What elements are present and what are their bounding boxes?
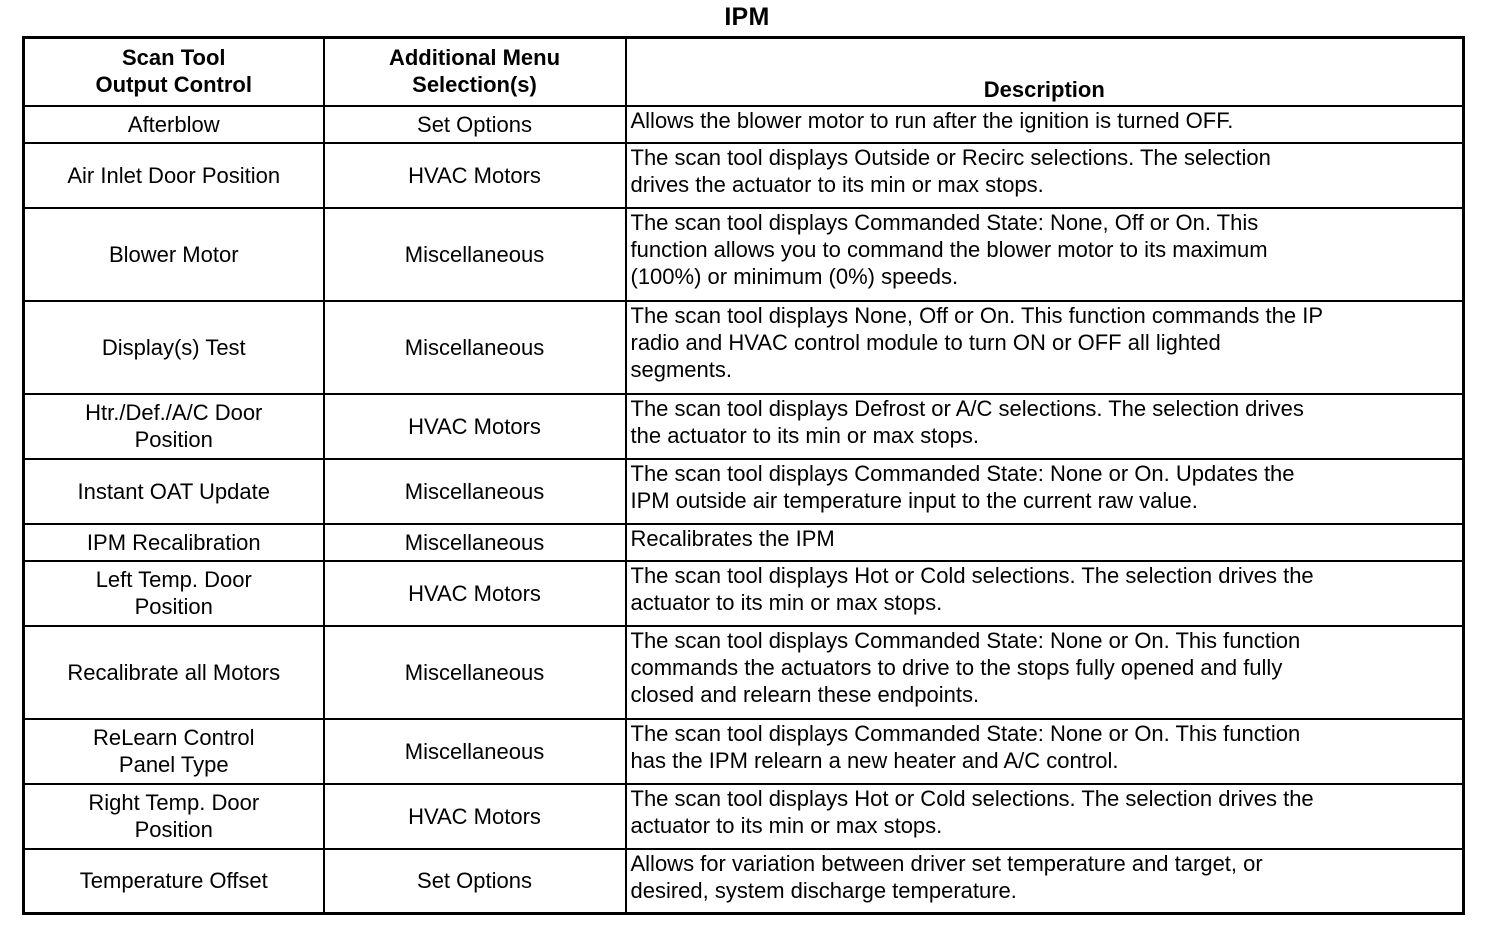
cell-menu-selection: HVAC Motors (324, 394, 626, 459)
header-output-control-line: Scan Tool (122, 44, 226, 70)
cell-description (626, 106, 1464, 143)
cell-output-control (24, 524, 324, 561)
cell-output-control (24, 208, 324, 301)
header-output-control-line: Output Control (95, 71, 252, 97)
description-line: has the IPM relearn a new heater and A/C control. (630, 747, 1119, 773)
cell-output-control (24, 106, 324, 143)
description-line: Recalibrates the IPM (630, 525, 835, 551)
cell-menu-selection: Set Options (324, 106, 626, 143)
output-control-line: Temperature Offset (79, 868, 268, 894)
table-row (24, 849, 1464, 914)
cell-output-control (24, 784, 324, 849)
table-row (24, 106, 1464, 143)
output-control-line: Left Temp. Door (95, 567, 252, 592)
description-line: drives the actuator to its min or max stops. (630, 171, 1044, 197)
description-line: function allows you to command the blower motor to its maximum (630, 236, 1268, 262)
header-menu-selection-line: Selection(s) (412, 71, 537, 97)
output-control-line: Blower Motor (108, 241, 239, 267)
output-control-line: Afterblow (127, 111, 220, 137)
description-line: Allows the blower motor to run after the ignition is turned OFF. (630, 107, 1234, 133)
description-line: The scan tool displays Defrost or A/C selections. The selection drives (630, 395, 1304, 421)
cell-description (626, 719, 1464, 784)
description-line: The scan tool displays None, Off or On. This function commands the IP (630, 302, 1324, 328)
description-line: the actuator to its min or max stops. (630, 422, 979, 448)
output-control-line: Position (134, 817, 213, 842)
header-menu-selection-line: Additional Menu (388, 44, 561, 70)
table-row (24, 784, 1464, 849)
cell-menu-selection: HVAC Motors (324, 143, 626, 208)
cell-menu-selection: Miscellaneous (324, 719, 626, 784)
cell-output-control (24, 143, 324, 208)
description-line: (100%) or minimum (0%) speeds. (630, 263, 959, 289)
table-row (24, 719, 1464, 784)
cell-menu-selection: HVAC Motors (324, 561, 626, 626)
description-line: actuator to its min or max stops. (630, 812, 943, 838)
description-line: The scan tool displays Hot or Cold selections. The selection drives the (630, 562, 1314, 588)
cell-description (626, 561, 1464, 626)
cell-menu-selection: HVAC Motors (324, 784, 626, 849)
header-output-control (24, 38, 324, 106)
description-line: actuator to its min or max stops. (630, 589, 943, 615)
cell-menu-selection: Set Options (324, 849, 626, 914)
output-control-line: ReLearn Control (93, 725, 255, 750)
output-control-line: Display(s) Test (101, 334, 246, 360)
description-line: The scan tool displays Commanded State: None or On. Updates the (630, 460, 1295, 486)
description-line: The scan tool displays Commanded State: None or On. This function (630, 720, 1301, 746)
output-control-line: Recalibrate all Motors (67, 659, 281, 685)
cell-menu-selection: Miscellaneous (324, 208, 626, 301)
description-line: radio and HVAC control module to turn ON or OFF all lighted (630, 329, 1221, 355)
cell-output-control (24, 301, 324, 394)
output-control-line: Instant OAT Update (77, 478, 270, 504)
header-row (24, 38, 1464, 106)
cell-description (626, 394, 1464, 459)
table-row (24, 394, 1464, 459)
description-line: segments. (630, 356, 732, 382)
description-line: closed and relearn these endpoints. (630, 681, 980, 707)
cell-description (626, 459, 1464, 524)
cell-output-control (24, 459, 324, 524)
table-row (24, 561, 1464, 626)
page-title: IPM (724, 3, 770, 31)
cell-output-control (24, 719, 324, 784)
output-control-line: Right Temp. Door (88, 790, 260, 815)
output-control-line: Position (134, 427, 213, 452)
cell-menu-selection: Miscellaneous (324, 459, 626, 524)
table-row (24, 524, 1464, 561)
cell-output-control (24, 849, 324, 914)
description-line: commands the actuators to drive to the stops fully opened and fully (630, 654, 1283, 680)
header-menu-selection (324, 38, 626, 106)
header-description: Description (626, 38, 1464, 106)
table-row (24, 459, 1464, 524)
output-control-line: Htr./Def./A/C Door (85, 400, 263, 425)
table-row (24, 626, 1464, 719)
cell-description (626, 784, 1464, 849)
cell-output-control (24, 626, 324, 719)
cell-description (626, 301, 1464, 394)
cell-menu-selection: Miscellaneous (324, 524, 626, 561)
description-line: desired, system discharge temperature. (630, 877, 1017, 903)
cell-output-control (24, 561, 324, 626)
cell-description (626, 143, 1464, 208)
output-control-line: Air Inlet Door Position (67, 162, 281, 188)
description-line: IPM outside air temperature input to the current raw value. (630, 487, 1198, 513)
table-body (24, 106, 1464, 914)
output-control-line: Panel Type (118, 752, 229, 777)
description-line: The scan tool displays Commanded State: None or On. This function (630, 627, 1301, 653)
cell-description (626, 849, 1464, 914)
cell-description (626, 524, 1464, 561)
description-line: Allows for variation between driver set temperature and target, or (630, 850, 1263, 876)
table-row (24, 301, 1464, 394)
description-line: The scan tool displays Hot or Cold selections. The selection drives the (630, 785, 1314, 811)
cell-description (626, 626, 1464, 719)
cell-menu-selection: Miscellaneous (324, 301, 626, 394)
description-line: The scan tool displays Outside or Recirc selections. The selection (630, 144, 1271, 170)
output-control-line: Position (134, 594, 213, 619)
table-row (24, 143, 1464, 208)
cell-output-control (24, 394, 324, 459)
output-control-line: IPM Recalibration (86, 529, 261, 555)
table-row (24, 208, 1464, 301)
ipm-output-control-table (22, 36, 1465, 915)
description-line: The scan tool displays Commanded State: None, Off or On. This (630, 209, 1259, 235)
cell-description (626, 208, 1464, 301)
cell-menu-selection: Miscellaneous (324, 626, 626, 719)
